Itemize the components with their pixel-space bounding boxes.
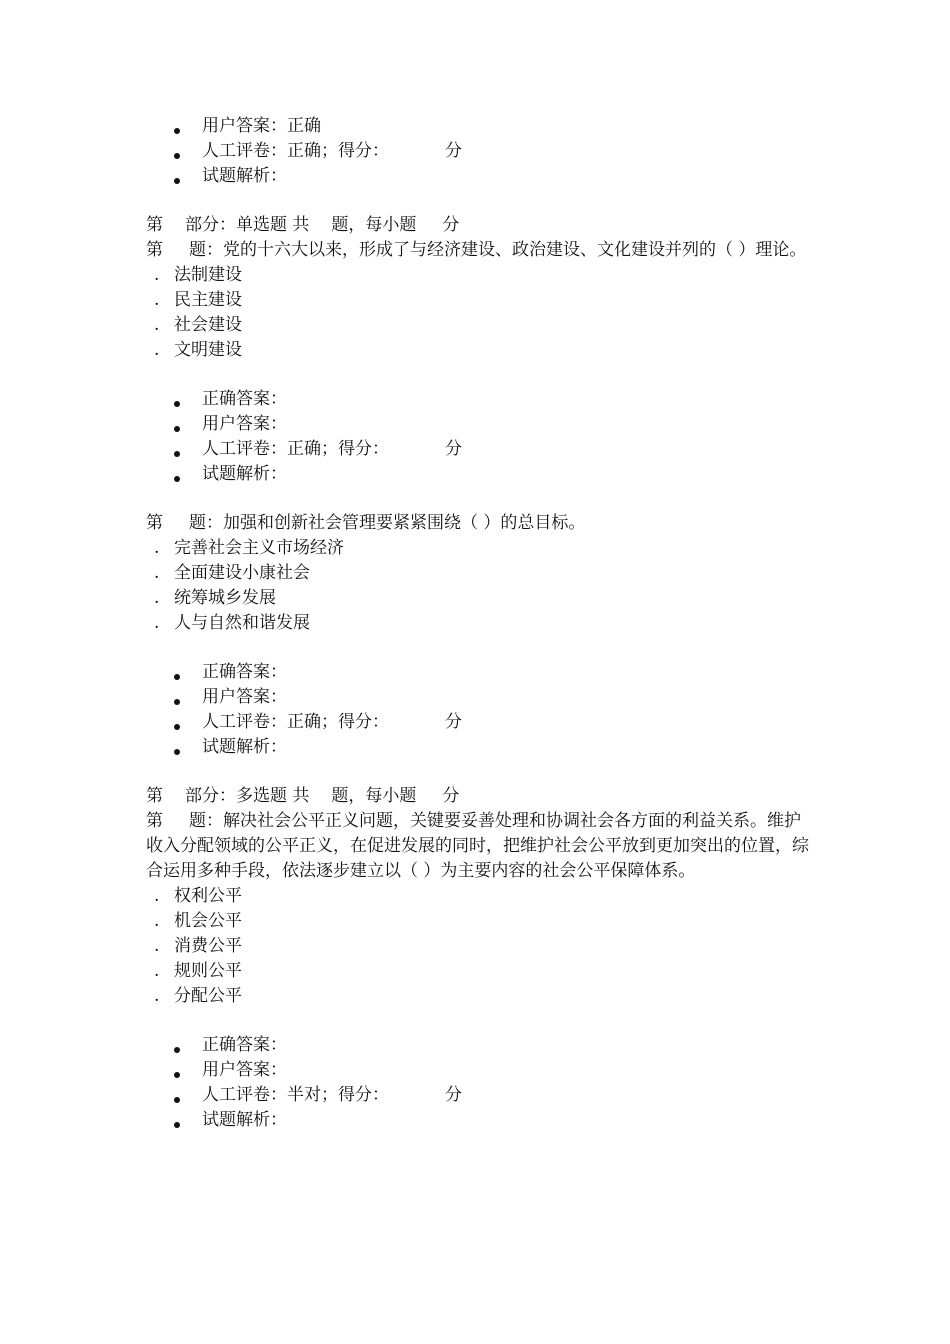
question-result-list bbox=[146, 1033, 816, 1133]
user-answer-item: 用户答案： bbox=[146, 685, 816, 710]
option-item: . 人与自然和谐发展 bbox=[154, 613, 310, 633]
analysis-item: 试题解析： bbox=[146, 462, 816, 487]
bullet-icon bbox=[174, 674, 180, 680]
question-result-list bbox=[146, 660, 816, 760]
option-item: . 消费公平 bbox=[154, 936, 242, 956]
exam-result-document bbox=[146, 114, 816, 1133]
bullet-icon bbox=[174, 699, 180, 705]
correct-answer-item: 正确答案： bbox=[146, 387, 816, 412]
user-answer-item bbox=[146, 114, 816, 139]
bullet-icon bbox=[174, 178, 180, 184]
option-item: . 法制建设 bbox=[154, 265, 242, 285]
manual-grading-label: 人工评卷：正确；得分： bbox=[202, 141, 389, 161]
bullet-icon bbox=[174, 401, 180, 407]
section-header-multiple-choice: 第 部分：多选题 共 题，每小题 分 bbox=[146, 786, 460, 806]
bullet-icon bbox=[174, 1047, 180, 1053]
bullet-icon bbox=[174, 1097, 180, 1103]
user-answer-item: 用户答案： bbox=[146, 412, 816, 437]
analysis-item bbox=[146, 164, 816, 189]
bullet-icon bbox=[174, 153, 180, 159]
question-text: 第 题：党的十六大以来，形成了与经济建设、政治建设、文化建设并列的（ ）理论。 bbox=[146, 240, 807, 260]
option-list bbox=[146, 263, 816, 363]
bullet-icon bbox=[174, 426, 180, 432]
option-list bbox=[146, 884, 816, 1009]
option-item: . 统筹城乡发展 bbox=[154, 588, 276, 608]
option-item: . 权利公平 bbox=[154, 886, 242, 906]
manual-grading-item bbox=[146, 139, 816, 164]
correct-answer-item: 正确答案： bbox=[146, 1033, 816, 1058]
bullet-icon bbox=[174, 128, 180, 134]
option-item: . 全面建设小康社会 bbox=[154, 563, 310, 583]
bullet-icon bbox=[174, 724, 180, 730]
bullet-icon bbox=[174, 749, 180, 755]
analysis-item: 试题解析： bbox=[146, 1108, 816, 1133]
option-item: . 民主建设 bbox=[154, 290, 242, 310]
bullet-icon bbox=[174, 1072, 180, 1078]
user-answer-label: 用户答案：正确 bbox=[202, 116, 321, 136]
question-result-list bbox=[146, 387, 816, 487]
bullet-icon bbox=[174, 476, 180, 482]
option-item: . 规则公平 bbox=[154, 961, 242, 981]
option-item: . 文明建设 bbox=[154, 340, 242, 360]
analysis-item: 试题解析： bbox=[146, 735, 816, 760]
option-item: . 完善社会主义市场经济 bbox=[154, 538, 344, 558]
manual-grading-item: 人工评卷：正确；得分： 分 bbox=[146, 437, 816, 462]
analysis-label: 试题解析： bbox=[202, 166, 287, 186]
manual-grading-item: 人工评卷：半对；得分： 分 bbox=[146, 1083, 816, 1108]
score-unit: 分 bbox=[445, 141, 462, 161]
manual-grading-item: 人工评卷：正确；得分： 分 bbox=[146, 710, 816, 735]
question-text: 第 题：解决社会公平正义问题，关键要妥善处理和协调社会各方面的利益关系。维护收入分配领域的公平正义，在促进发展的同时，把维护社会公平放到更加突出的位置，综合运用多种手段，依法逐步建立以（ ）为主要内容的社会公平保障体系。 bbox=[146, 811, 809, 881]
question-text: 第 题：加强和创新社会管理要紧紧围绕（ ）的总目标。 bbox=[146, 513, 586, 533]
bullet-icon bbox=[174, 451, 180, 457]
option-list bbox=[146, 536, 816, 636]
option-item: . 机会公平 bbox=[154, 911, 242, 931]
bullet-icon bbox=[174, 1122, 180, 1128]
option-item: . 分配公平 bbox=[154, 986, 242, 1006]
top-result-list bbox=[146, 114, 816, 189]
option-item: . 社会建设 bbox=[154, 315, 242, 335]
user-answer-item: 用户答案： bbox=[146, 1058, 816, 1083]
correct-answer-item: 正确答案： bbox=[146, 660, 816, 685]
section-header-single-choice: 第 部分：单选题 共 题，每小题 分 bbox=[146, 215, 460, 235]
